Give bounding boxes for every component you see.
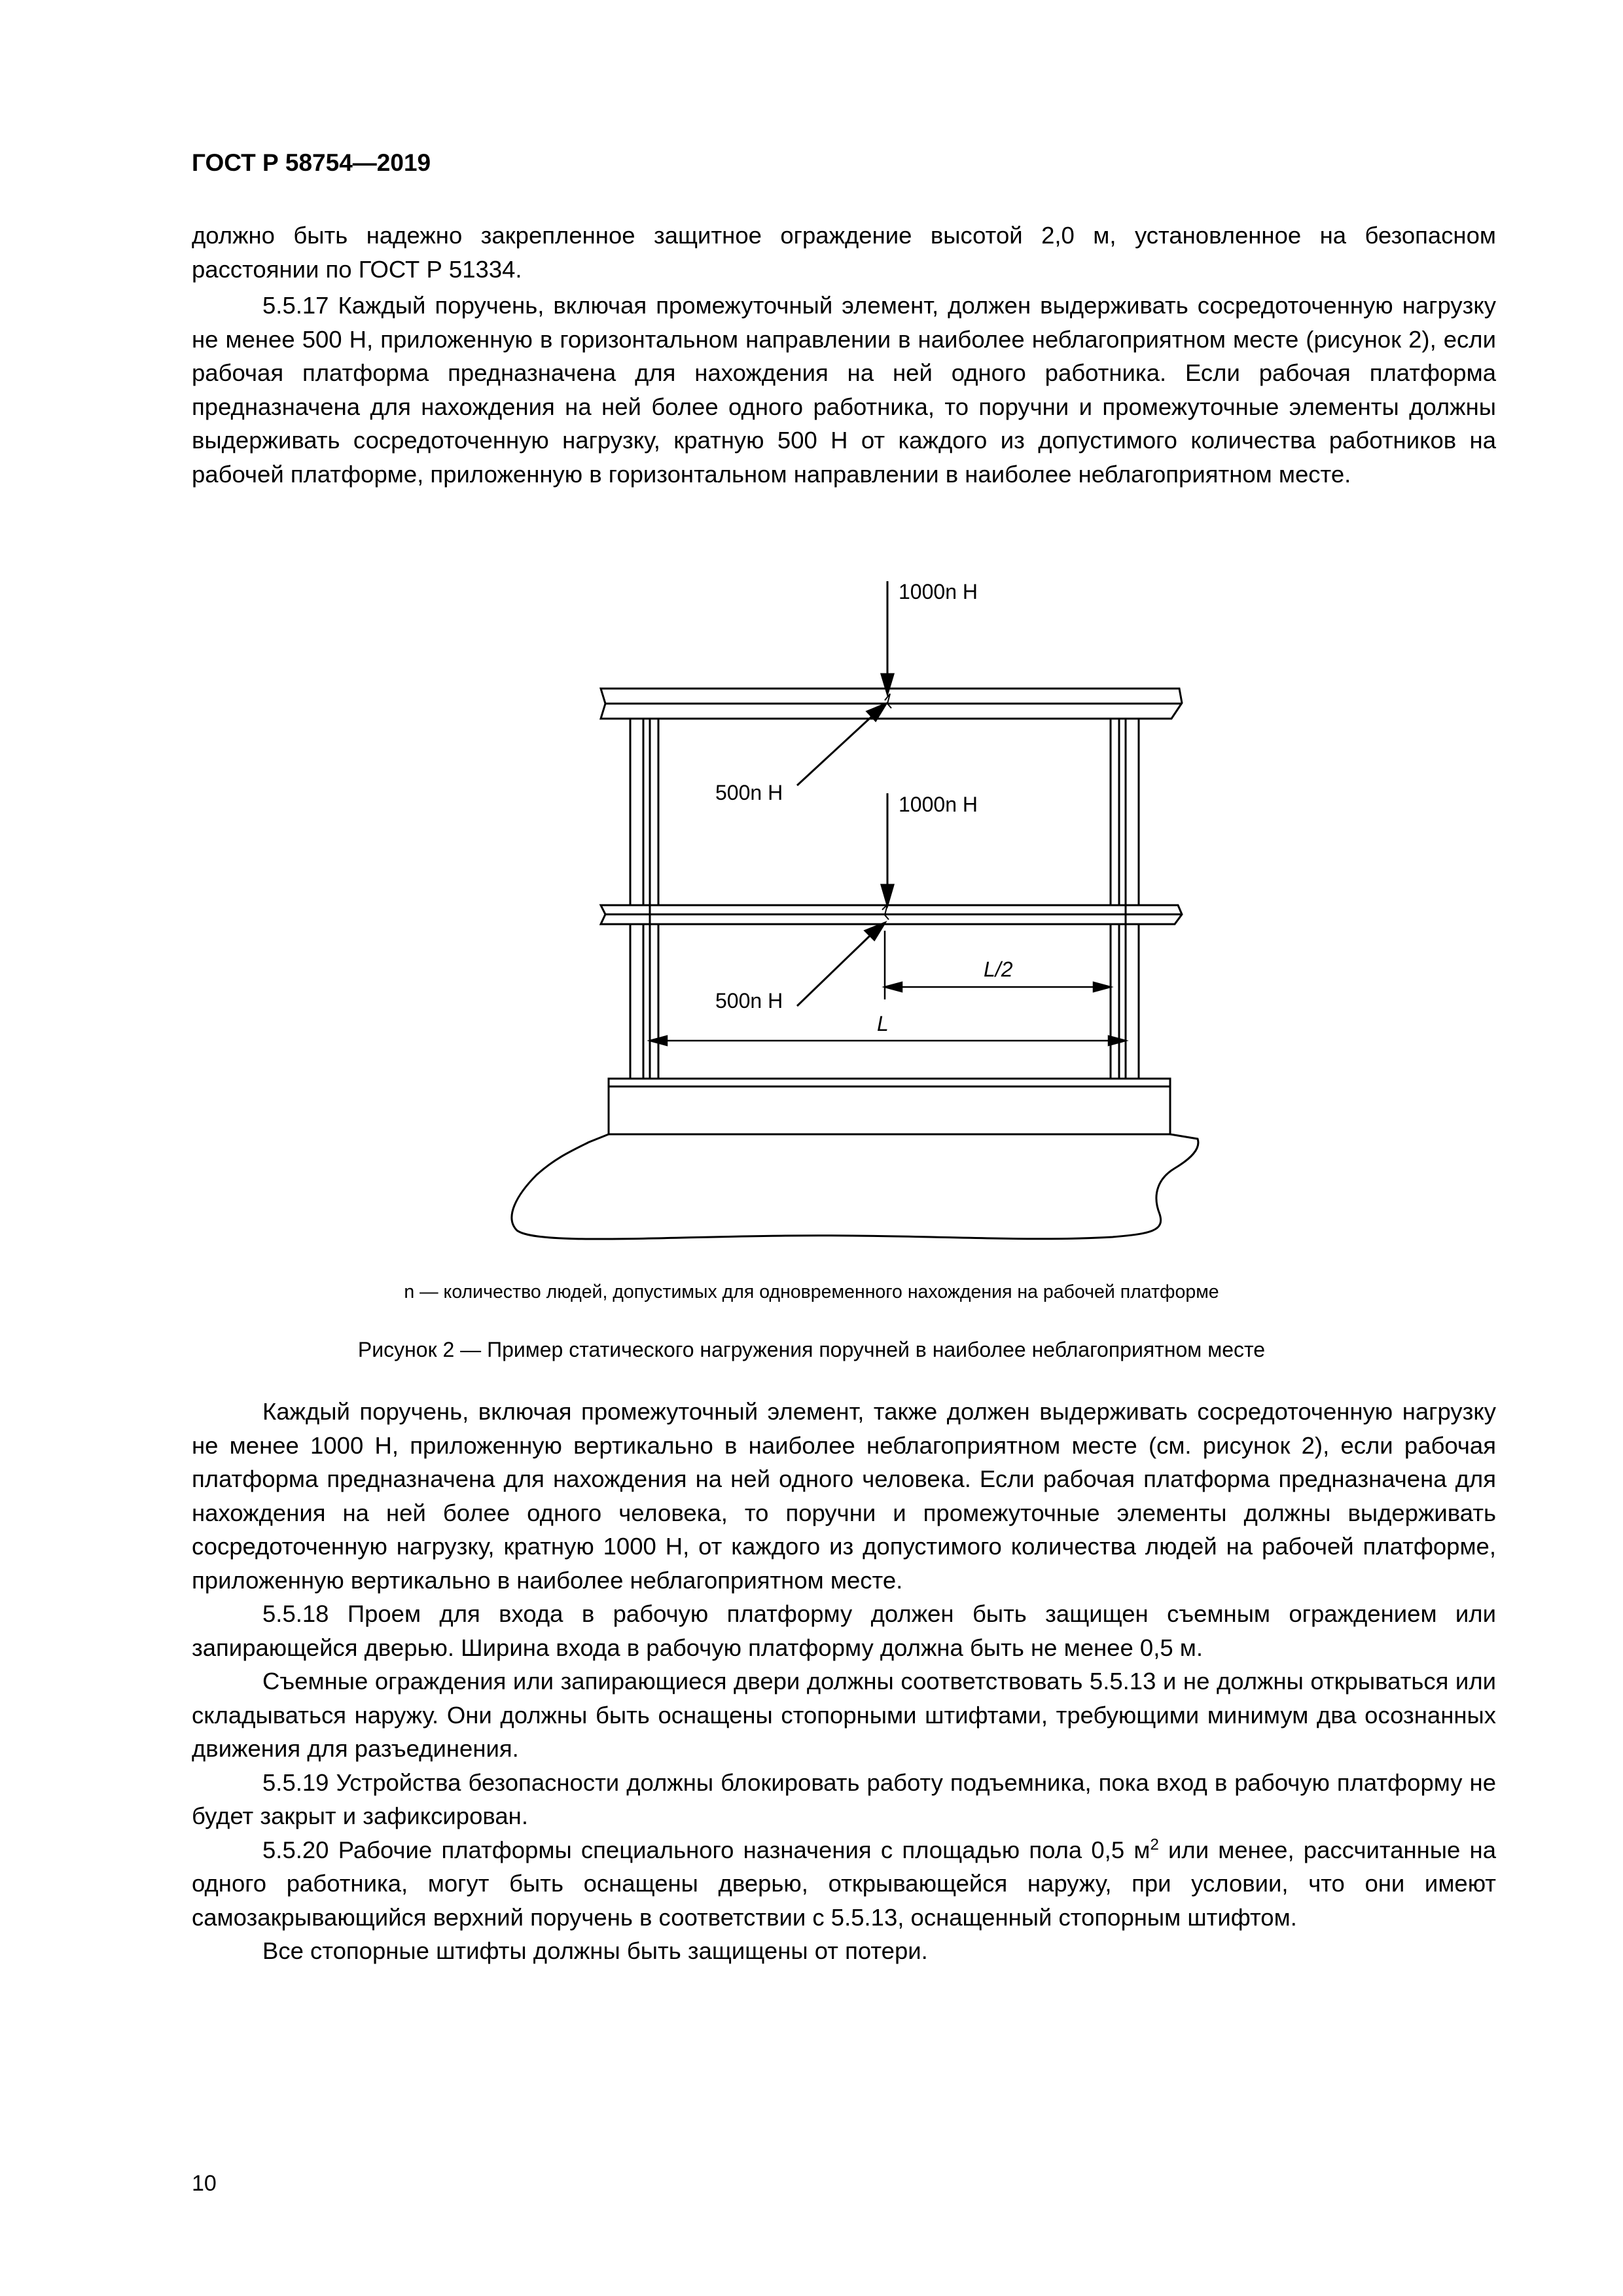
label-load-horizontal-top: 500n Н [715, 781, 783, 804]
paragraph-5-5-18: 5.5.18 Проем для входа в рабочую платформу должен быть защищен съемным ограждением или запирающейся дверью. Ширина входа в рабочую платформу должна быть не менее 0,5 м. [192, 1600, 1496, 1661]
paragraph-5-5-19: 5.5.19 Устройства безопасности должны блокировать работу подъемника, пока вход в рабочую платформу не будет закрыт и зафиксирован. [192, 1768, 1496, 1829]
paragraph-5-5-20 [192, 1833, 1496, 1935]
paragraph-5-5-17: 5.5.17 Каждый поручень, включая промежуточный элемент, должен выдерживать сосредоточенную нагрузку не менее 500 Н, приложенную в горизонтальном направлении в наиболее неблагоприятном месте (рисунок 2), если рабочая платформа предназначена для нахождения на ней одного работника. Если рабочая платформа предназначена для нахождения на ней более одного работника, то поручни и промежуточные элементы должны выдерживать сосредоточенную нагрузку, кратную 500 Н от каждого из допустимого количества работников на рабочей платформе, приложенную в горизонтальном направлении в наиболее неблагоприятном месте. [192, 292, 1496, 488]
paragraph: Все стопорные штифты должны быть защищены от потери. [262, 1937, 928, 1964]
arrow-horizontal-top [797, 715, 874, 785]
label-half-span: L/2 [984, 958, 1013, 981]
paragraph: Каждый поручень, включая промежуточный элемент, также должен выдерживать сосредоточенную нагрузку не менее 1000 Н, приложенную вертикально в наиболее неблагоприятном месте (см. рисунок 2), если рабочая платформа предназначена для нахождения на ней одного человека. Если рабочая платформа предназначена для нахождения на ней более одного человека, то поручни и промежуточные элементы должны выдерживать сосредоточенную нагрузку, кратную 1000 Н, от каждого из допустимого количества людей на рабочей платформе, приложенную вертикально в наиболее неблагоприятном месте. [192, 1398, 1496, 1594]
figure-note: n — количество людей, допустимых для одновременного нахождения на рабочей платформе [404, 1282, 1219, 1302]
arrow-horizontal-mid [797, 934, 872, 1006]
page-number: 10 [192, 2171, 217, 2196]
label-load-vertical-mid: 1000n Н [899, 793, 978, 816]
figure-caption: Рисунок 2 — Пример статического нагружения поручней в наиболее неблагоприятном месте [357, 1338, 1266, 1361]
paragraph: должно быть надежно закрепленное защитное ограждение высотой 2,0 м, установленное на безопасном расстоянии по ГОСТ Р 51334. [192, 222, 1496, 283]
document-header: ГОСТ Р 58754—2019 [192, 149, 431, 176]
paragraph-5-5-20-part-2: или менее, рассчитанные на одного работника, могут быть оснащены дверью, открывающейся наружу, при условии, что они имеют самозакрывающийся верхний поручень в соответствии с 5.5.13, оснащенный стопорным штифтом. [192, 1836, 1497, 1931]
superscript-square: 2 [1150, 1835, 1159, 1854]
body-text-bottom [192, 1395, 1496, 1968]
label-load-horizontal-mid: 500n Н [715, 989, 783, 1013]
paragraph-5-5-20-part-1: 5.5.20 Рабочие платформы специального назначения с площадью пола 0,5 м [262, 1836, 1150, 1863]
paragraph: Съемные ограждения или запирающиеся двери должны соответствовать 5.5.13 и не должны открываться или складываться наружу. Они должны быть оснащены стопорными штифтами, требующими минимум два осознанных движения для разъединения. [192, 1668, 1496, 1762]
label-load-vertical-top: 1000n Н [899, 580, 978, 603]
right-post [1111, 719, 1139, 1079]
ground-outline [512, 1134, 1198, 1239]
label-span: L [877, 1012, 889, 1035]
